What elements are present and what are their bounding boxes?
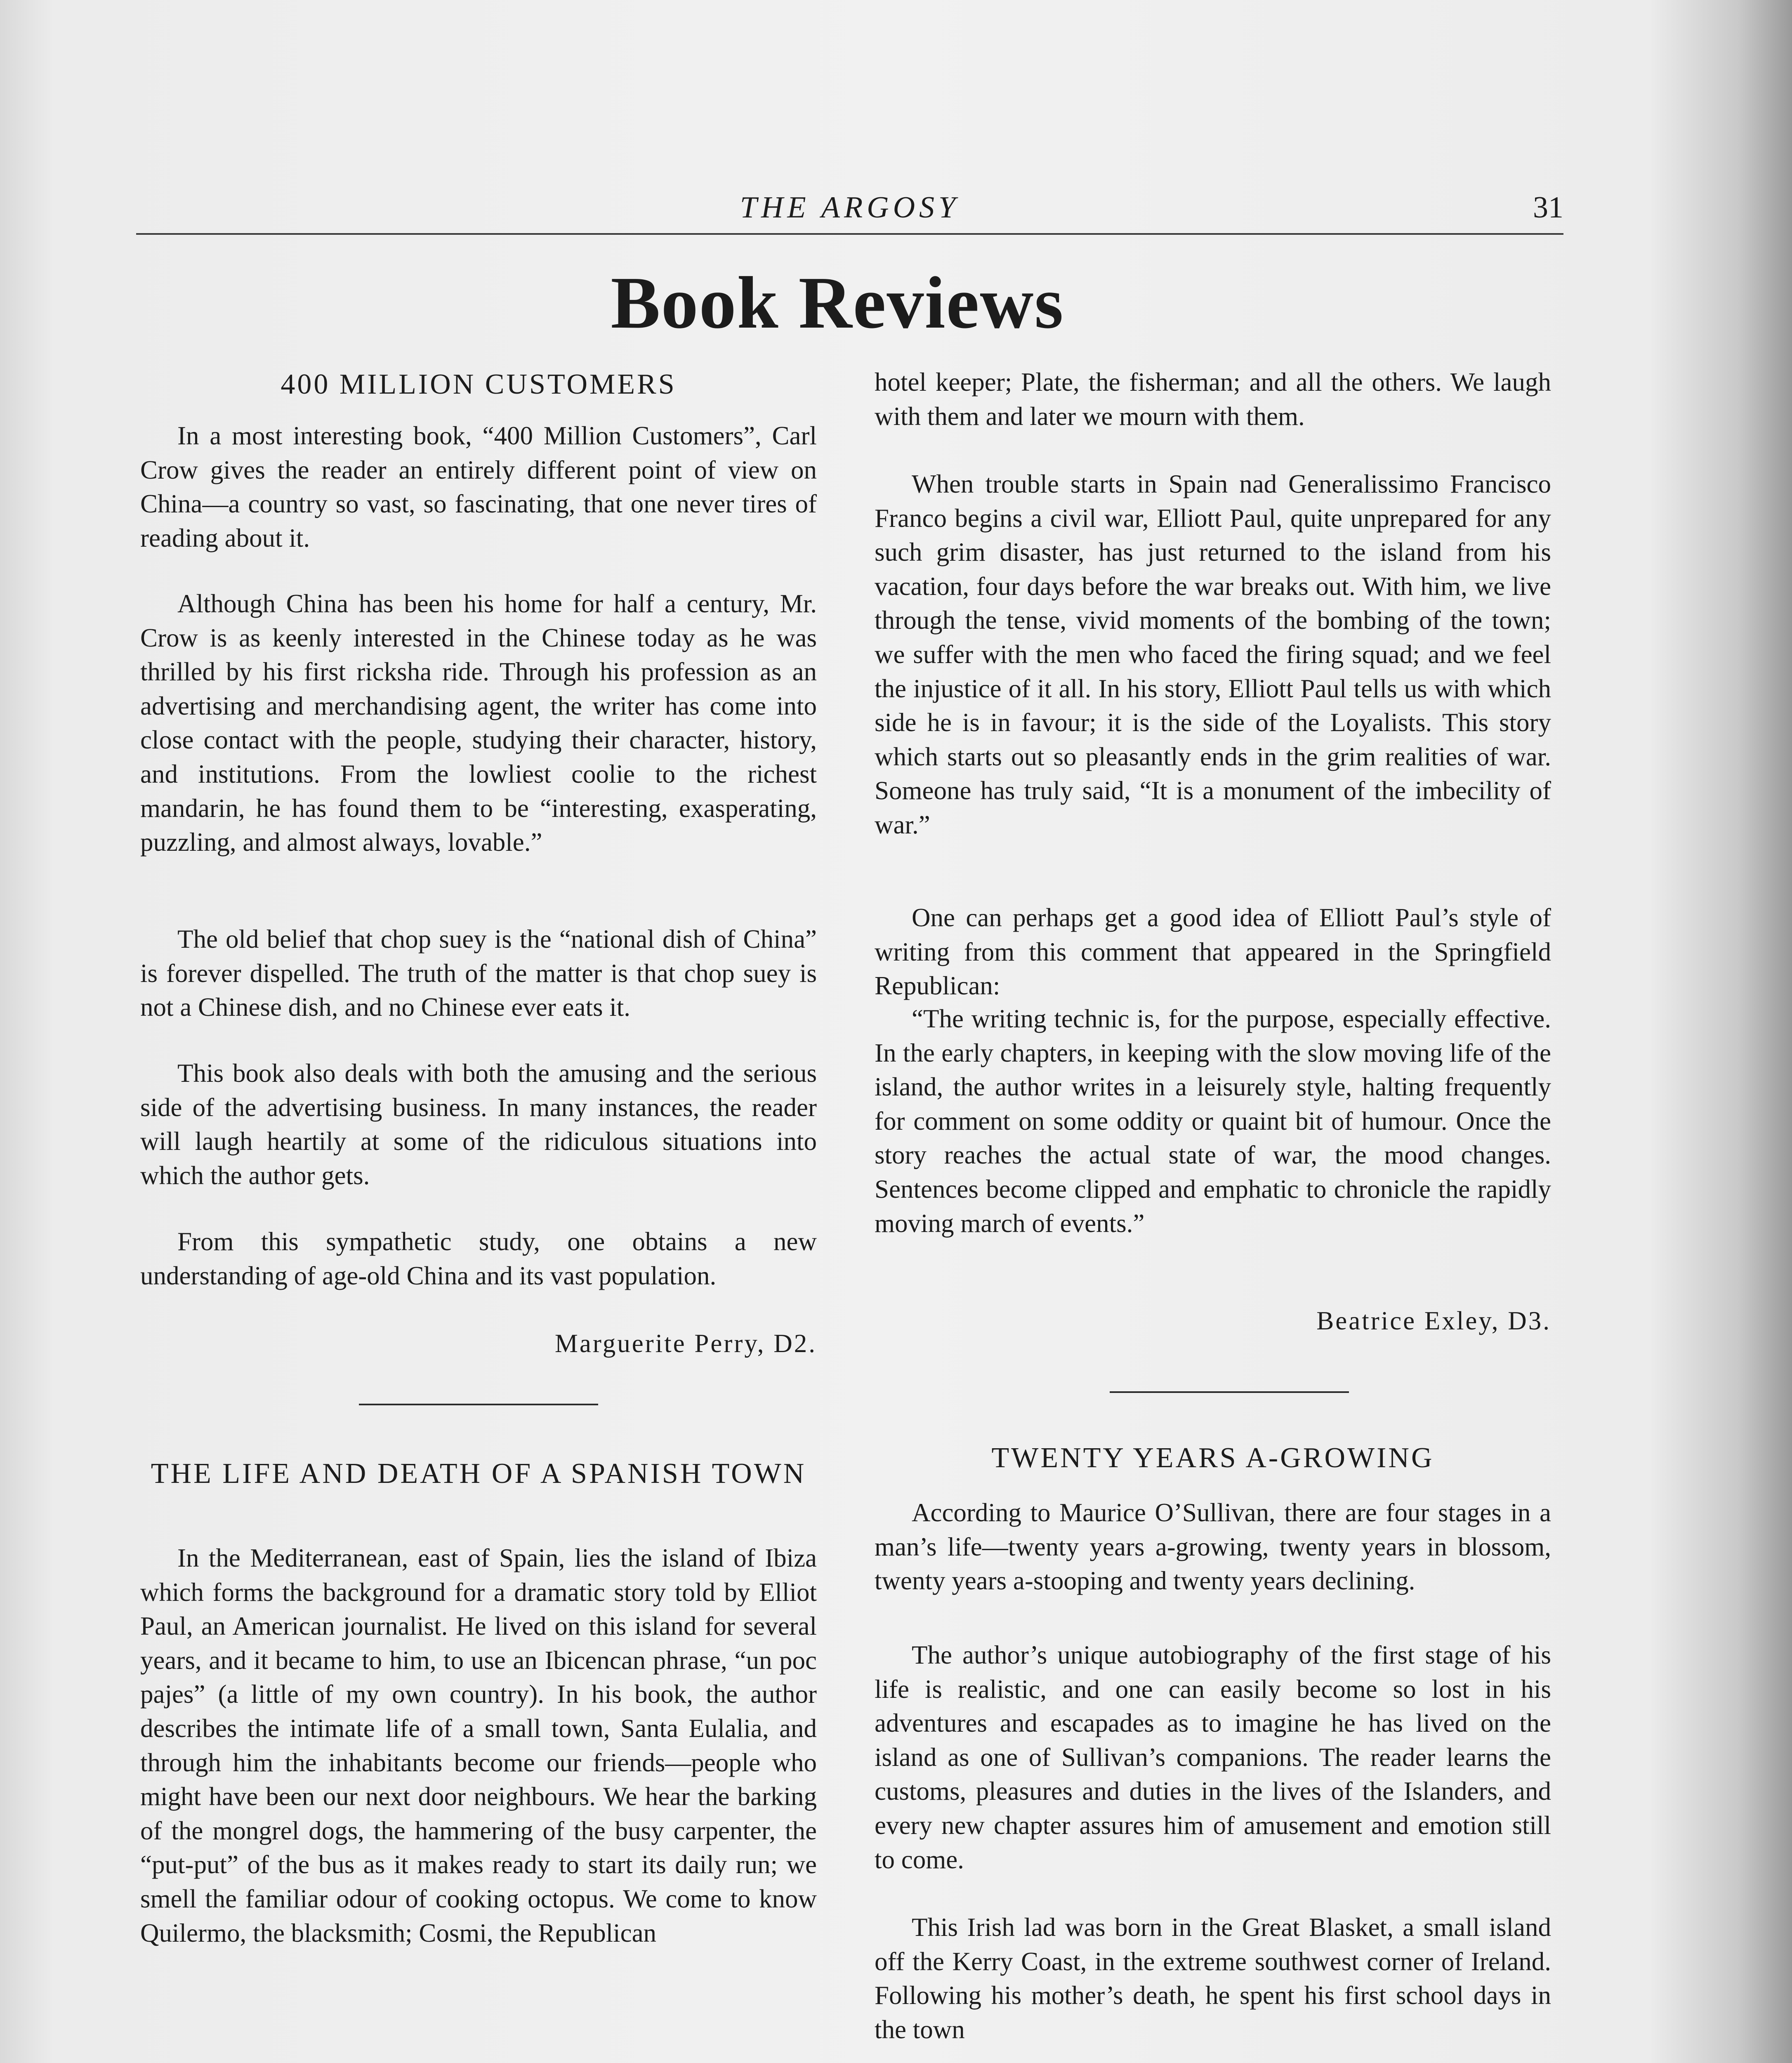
review-paragraph: One can perhaps get a good idea of Elliott Paul’s style of writing from this comment that appeared in the Springfield Republican: bbox=[875, 903, 1551, 1001]
review-paragraph: The author’s unique autobiography of the first stage of his life is realistic, and one can easily become so lost in his adventures and escapades as to imagine he has lived on the island as one of Sullivan’s companions. The reader learns the customs, pleasures and duties in the lives of the Islanders, and every new chapter assures him of amusement and emotion still to come. bbox=[875, 1640, 1551, 1874]
page-title: Book Reviews bbox=[611, 262, 1064, 344]
section-divider bbox=[359, 1404, 598, 1405]
review-heading-customers: 400 MILLION CUSTOMERS bbox=[281, 368, 677, 400]
review-quote: “The writing technic is, for the purpose, especially effective. In the early chapters, in keeping with the slow moving life of the island, the author writes in a leisurely style, halting frequently for comment on some oddity or quaint bit of humour. Once the story reaches the actual state of war, the mood changes. Sentences become clipped and emphatic to chronicle the rapidly moving march of events.” bbox=[875, 1004, 1551, 1238]
review-heading-twenty-years: TWENTY YEARS A-GROWING bbox=[991, 1442, 1434, 1474]
review-paragraph: From this sympathetic study, one obtains a new understanding of age-old China and its vast population. bbox=[140, 1227, 817, 1290]
section-divider bbox=[1110, 1391, 1349, 1393]
review-signature: Beatrice Exley, D3. bbox=[1316, 1306, 1551, 1335]
running-head bbox=[136, 188, 1563, 235]
review-paragraph: Although China has been his home for half a century, Mr. Crow is as keenly interested in the Chinese today as he was thrilled by his first ricksha ride. Through his profession as an advertising and merchandising agent, the writer has come into close contact with the people, studying their character, history, and institutions. From the lowliest coolie to the richest mandarin, he has found them to be “interesting, exasperating, puzzling, and almost always, lovable.” bbox=[140, 589, 817, 857]
review-paragraph: This Irish lad was born in the Great Blasket, a small island off the Kerry Coast, in the extreme southwest corner of Ireland. Following his mother’s death, he spent his first school days in the town bbox=[875, 1913, 1551, 2044]
review-paragraph: In the Mediterranean, east of Spain, lies the island of Ibiza which forms the background for a dramatic story told by Elliot Paul, an American journalist. He lived on this island for several years, and it became to him, to use an Ibicencan phrase, “un poc pajes” (a little of my own country). In his book, the author describes the intimate life of a small town, Santa Eulalia, and through him the inhabitants become our friends—people who might have been our next door neighbours. We hear the barking of the mongrel dogs, the hammering of the busy carpenter, the “put-put” of the bus as it makes ready to start its daily run; we smell the familiar odour of cooking octopus. We come to know Quilermo, the blacksmith; Cosmi, the Republican bbox=[140, 1544, 817, 1947]
review-paragraph: This book also deals with both the amusing and the serious side of the advertising business. In many instances, the reader will laugh heartily at some of the ridiculous situations into which the author gets. bbox=[140, 1059, 817, 1190]
review-paragraph: According to Maurice O’Sullivan, there are four stages in a man’s life—twenty years a-growing, twenty years in blossom, twenty years a-stooping and twenty years declining. bbox=[875, 1498, 1551, 1596]
running-title: THE ARGOSY bbox=[740, 191, 960, 224]
review-signature: Marguerite Perry, D2. bbox=[554, 1329, 817, 1358]
page-number: 31 bbox=[1533, 191, 1563, 224]
review-heading-spanish-town: THE LIFE AND DEATH OF A SPANISH TOWN bbox=[151, 1458, 806, 1489]
review-paragraph: In a most interesting book, “400 Million Customers”, Carl Crow gives the reader an entirely different point of view on China—a country so vast, so fascinating, that one never tires of reading about it. bbox=[140, 421, 817, 552]
review-paragraph: hotel keeper; Plate, the fisherman; and all the others. We laugh with them and later we mourn with them. bbox=[875, 368, 1551, 431]
review-paragraph: The old belief that chop suey is the “national dish of China” is forever dispelled. The truth of the matter is that chop suey is not a Chinese dish, and no Chinese ever eats it. bbox=[140, 925, 817, 1022]
review-paragraph: When trouble starts in Spain nad Generalissimo Francisco Franco begins a civil war, Elliott Paul, quite unprepared for any such grim disaster, has just returned to the island from his vacation, four days before the war breaks out. With him, we live through the tense, vivid moments of the bombing of the town; we suffer with the men who faced the firing squad; and we feel the injustice of it all. In his story, Elliott Paul tells us with which side he is in favour; it is the side of the Loyalists. This story which starts out so pleasantly ends in the grim realities of war. Someone has truly said, “It is a monument of the imbecility of war.” bbox=[875, 470, 1551, 839]
